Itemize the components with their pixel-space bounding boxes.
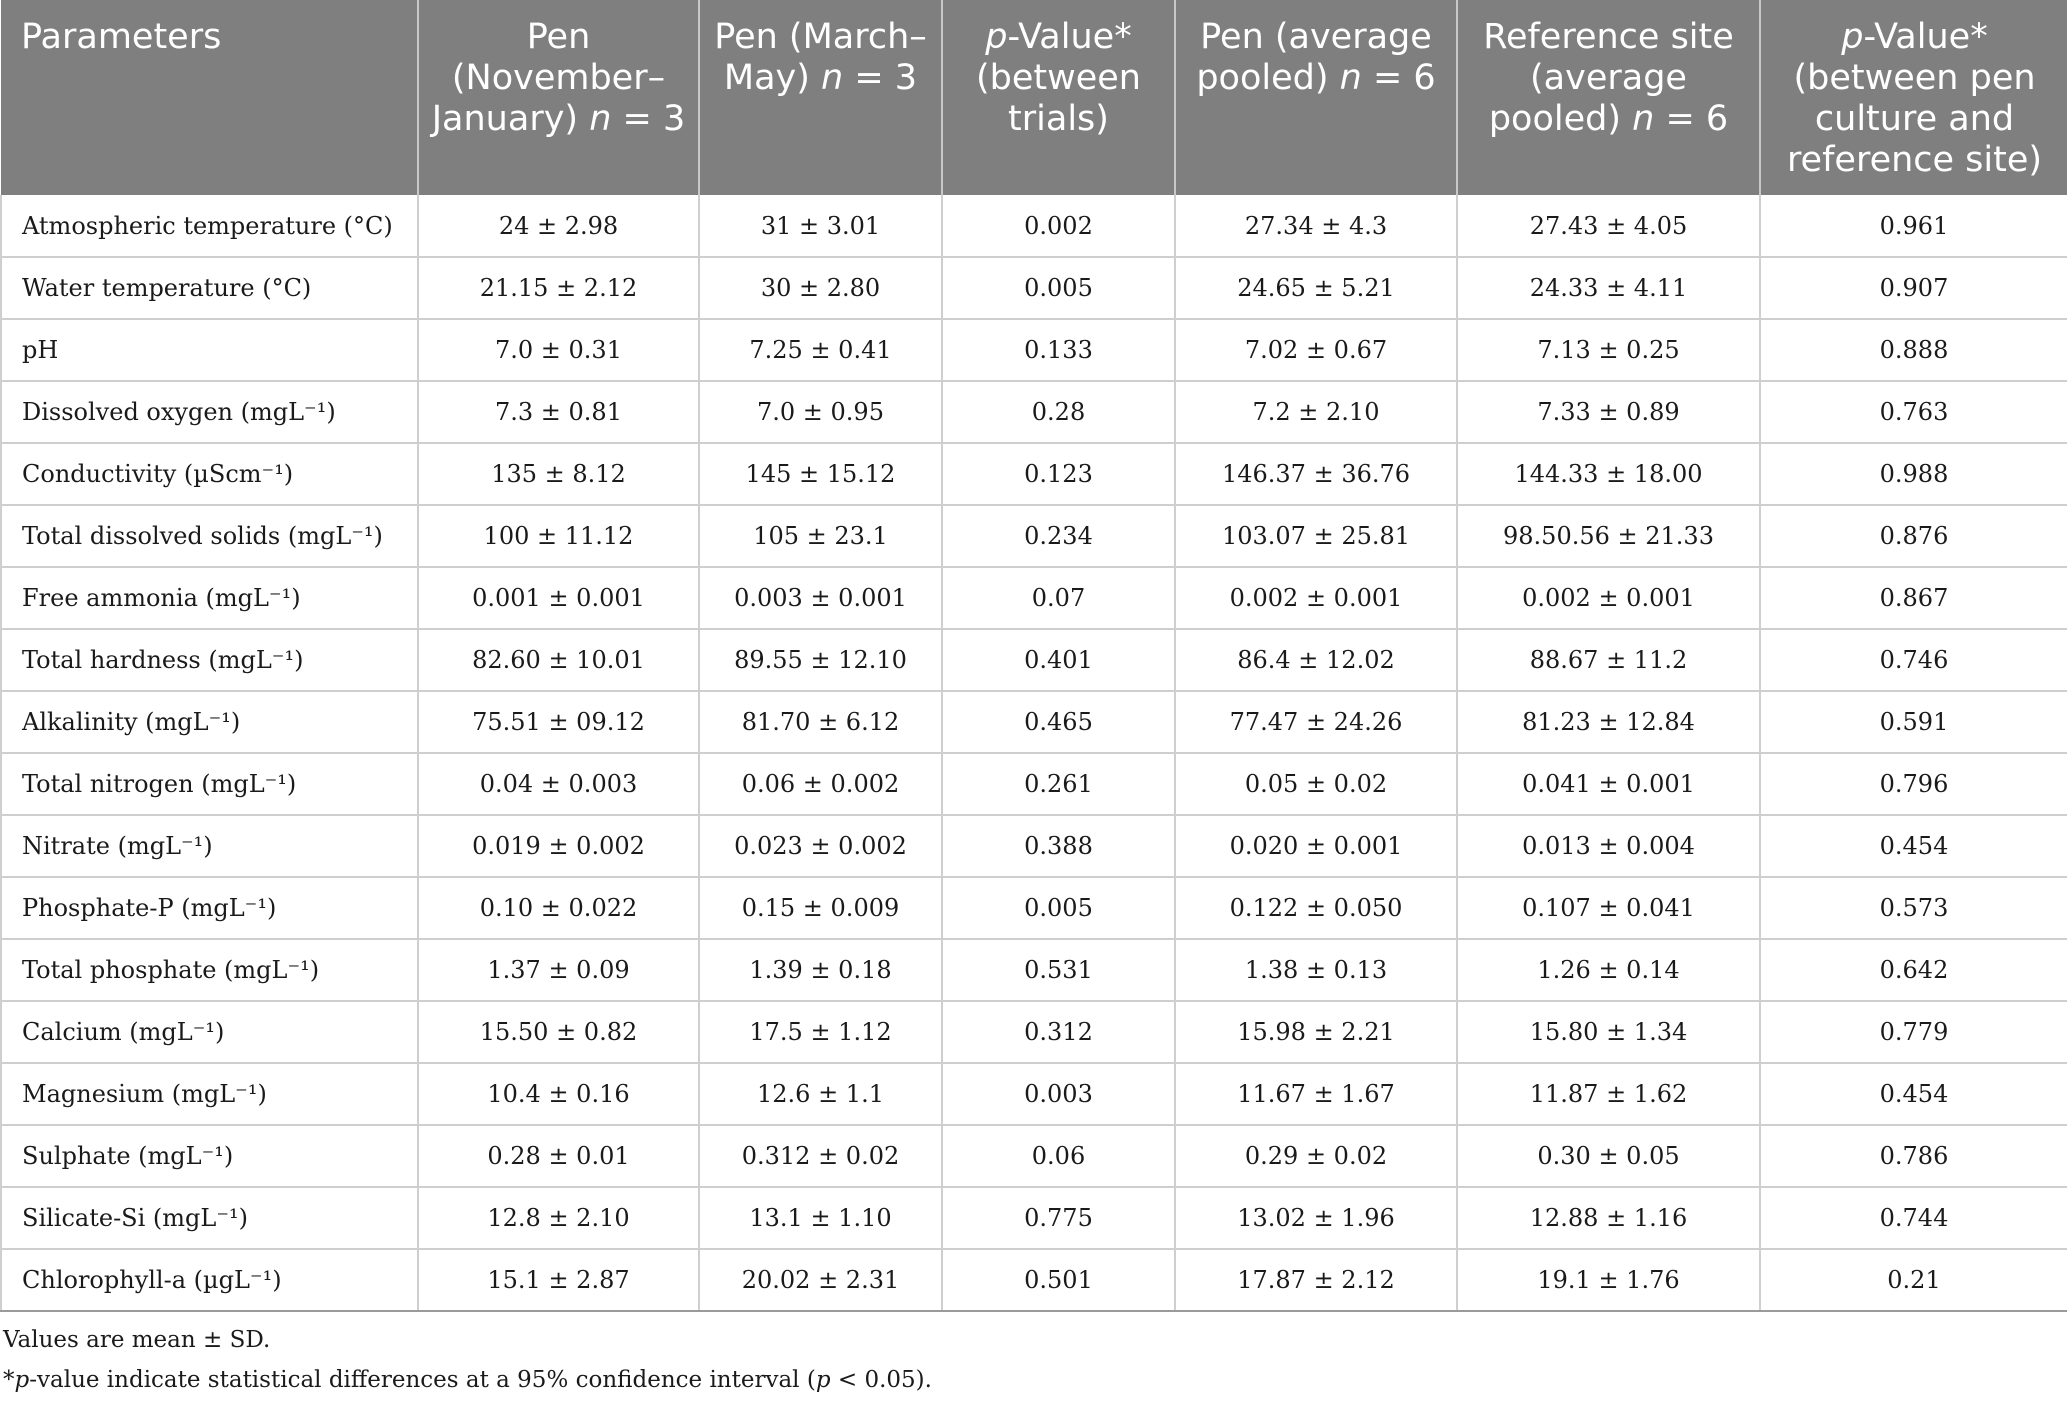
table-cell: 0.07 bbox=[942, 567, 1175, 629]
table-cell: 0.013 ± 0.004 bbox=[1457, 815, 1760, 877]
parameter-name: Free ammonia (mgL⁻¹) bbox=[1, 567, 418, 629]
table-cell: 0.454 bbox=[1760, 815, 2067, 877]
table-cell: 89.55 ± 12.10 bbox=[699, 629, 942, 691]
table-cell: 0.388 bbox=[942, 815, 1175, 877]
table-cell: 0.531 bbox=[942, 939, 1175, 1001]
table-cell: 0.05 ± 0.02 bbox=[1175, 753, 1457, 815]
column-header-3-part-0: p bbox=[985, 17, 1008, 57]
table-cell: 81.70 ± 6.12 bbox=[699, 691, 942, 753]
column-header-6-part-1: -Value* (between pen culture and reference site) bbox=[1786, 17, 2043, 180]
footnote-p: p bbox=[14, 1367, 30, 1393]
table-cell: 19.1 ± 1.76 bbox=[1457, 1249, 1760, 1311]
table-cell: 135 ± 8.12 bbox=[418, 443, 699, 505]
table-footnotes bbox=[0, 1320, 2067, 1400]
table-cell: 0.907 bbox=[1760, 257, 2067, 319]
parameter-name: Total phosphate (mgL⁻¹) bbox=[1, 939, 418, 1001]
table-cell: 7.33 ± 0.89 bbox=[1457, 381, 1760, 443]
parameter-name: Water temperature (°C) bbox=[1, 257, 418, 319]
column-header-4-part-2: = 6 bbox=[1361, 58, 1436, 98]
table-cell: 0.573 bbox=[1760, 877, 2067, 939]
table-cell: 100 ± 11.12 bbox=[418, 505, 699, 567]
table-cell: 0.786 bbox=[1760, 1125, 2067, 1187]
table-cell: 0.501 bbox=[942, 1249, 1175, 1311]
column-header-2-part-1: n bbox=[821, 58, 844, 98]
table-cell: 0.123 bbox=[942, 443, 1175, 505]
parameter-name: Nitrate (mgL⁻¹) bbox=[1, 815, 418, 877]
table-header bbox=[1, 0, 2067, 195]
table-cell: 0.454 bbox=[1760, 1063, 2067, 1125]
table-cell: 7.3 ± 0.81 bbox=[418, 381, 699, 443]
table-cell: 12.6 ± 1.1 bbox=[699, 1063, 942, 1125]
table-cell: 1.39 ± 0.18 bbox=[699, 939, 942, 1001]
table-cell: 0.21 bbox=[1760, 1249, 2067, 1311]
table-cell: 13.02 ± 1.96 bbox=[1175, 1187, 1457, 1249]
table-cell: 0.746 bbox=[1760, 629, 2067, 691]
parameter-name: Phosphate-P (mgL⁻¹) bbox=[1, 877, 418, 939]
footnote-star: * bbox=[3, 1367, 15, 1393]
table-cell: 0.763 bbox=[1760, 381, 2067, 443]
table-cell: 0.06 bbox=[942, 1125, 1175, 1187]
table-row bbox=[1, 1187, 2067, 1249]
table-cell: 77.47 ± 24.26 bbox=[1175, 691, 1457, 753]
table-cell: 7.0 ± 0.95 bbox=[699, 381, 942, 443]
column-header-1-part-0: Pen (November–January) bbox=[431, 17, 666, 139]
parameter-name: pH bbox=[1, 319, 418, 381]
table-cell: 0.04 ± 0.003 bbox=[418, 753, 699, 815]
table-cell: 24 ± 2.98 bbox=[418, 195, 699, 257]
table-cell: 0.642 bbox=[1760, 939, 2067, 1001]
table-cell: 0.002 ± 0.001 bbox=[1175, 567, 1457, 629]
table-cell: 105 ± 23.1 bbox=[699, 505, 942, 567]
table-cell: 0.005 bbox=[942, 257, 1175, 319]
table-cell: 146.37 ± 36.76 bbox=[1175, 443, 1457, 505]
column-header-1 bbox=[418, 0, 699, 195]
parameter-name: Total dissolved solids (mgL⁻¹) bbox=[1, 505, 418, 567]
table-row bbox=[1, 1063, 2067, 1125]
footnote-end: < 0.05). bbox=[830, 1367, 932, 1393]
column-header-6-part-0: p bbox=[1841, 17, 1864, 57]
table-cell: 0.591 bbox=[1760, 691, 2067, 753]
table-row bbox=[1, 505, 2067, 567]
table-cell: 12.88 ± 1.16 bbox=[1457, 1187, 1760, 1249]
table-row bbox=[1, 1125, 2067, 1187]
table-cell: 27.43 ± 4.05 bbox=[1457, 195, 1760, 257]
table-cell: 0.019 ± 0.002 bbox=[418, 815, 699, 877]
parameter-name: Atmospheric temperature (°C) bbox=[1, 195, 418, 257]
column-header-1-part-1: n bbox=[589, 99, 612, 139]
table-cell: 1.38 ± 0.13 bbox=[1175, 939, 1457, 1001]
table-cell: 0.261 bbox=[942, 753, 1175, 815]
table-cell: 7.02 ± 0.67 bbox=[1175, 319, 1457, 381]
column-header-5 bbox=[1457, 0, 1760, 195]
table-body bbox=[1, 195, 2067, 1311]
table-cell: 103.07 ± 25.81 bbox=[1175, 505, 1457, 567]
header-row bbox=[1, 0, 2067, 195]
table-cell: 0.003 ± 0.001 bbox=[699, 567, 942, 629]
parameter-name: Alkalinity (mgL⁻¹) bbox=[1, 691, 418, 753]
table-row bbox=[1, 939, 2067, 1001]
column-header-5-part-1: n bbox=[1632, 99, 1655, 139]
column-header-3 bbox=[942, 0, 1175, 195]
table-cell: 27.34 ± 4.3 bbox=[1175, 195, 1457, 257]
table-cell: 0.023 ± 0.002 bbox=[699, 815, 942, 877]
table-cell: 7.0 ± 0.31 bbox=[418, 319, 699, 381]
table-cell: 0.234 bbox=[942, 505, 1175, 567]
table-cell: 7.25 ± 0.41 bbox=[699, 319, 942, 381]
table-cell: 88.67 ± 11.2 bbox=[1457, 629, 1760, 691]
table-cell: 0.312 ± 0.02 bbox=[699, 1125, 942, 1187]
table-cell: 0.30 ± 0.05 bbox=[1457, 1125, 1760, 1187]
parameter-name: Total nitrogen (mgL⁻¹) bbox=[1, 753, 418, 815]
footnote-pvalue bbox=[0, 1360, 2067, 1400]
table-cell: 0.003 bbox=[942, 1063, 1175, 1125]
table-row bbox=[1, 815, 2067, 877]
table-cell: 11.87 ± 1.62 bbox=[1457, 1063, 1760, 1125]
table-cell: 0.888 bbox=[1760, 319, 2067, 381]
table-cell: 0.001 ± 0.001 bbox=[418, 567, 699, 629]
table-cell: 15.80 ± 1.34 bbox=[1457, 1001, 1760, 1063]
table-cell: 24.33 ± 4.11 bbox=[1457, 257, 1760, 319]
column-header-4-part-0: Pen (average pooled) bbox=[1196, 17, 1432, 98]
table-cell: 0.020 ± 0.001 bbox=[1175, 815, 1457, 877]
table-cell: 7.13 ± 0.25 bbox=[1457, 319, 1760, 381]
table-cell: 98.50.56 ± 21.33 bbox=[1457, 505, 1760, 567]
table-cell: 15.50 ± 0.82 bbox=[418, 1001, 699, 1063]
table-row bbox=[1, 567, 2067, 629]
parameter-name: Total hardness (mgL⁻¹) bbox=[1, 629, 418, 691]
table-cell: 15.98 ± 2.21 bbox=[1175, 1001, 1457, 1063]
table-row bbox=[1, 443, 2067, 505]
table-cell: 75.51 ± 09.12 bbox=[418, 691, 699, 753]
table-cell: 0.775 bbox=[942, 1187, 1175, 1249]
table-cell: 0.002 ± 0.001 bbox=[1457, 567, 1760, 629]
table-cell: 24.65 ± 5.21 bbox=[1175, 257, 1457, 319]
table-cell: 15.1 ± 2.87 bbox=[418, 1249, 699, 1311]
table-row bbox=[1, 381, 2067, 443]
column-header-0 bbox=[1, 0, 418, 195]
parameter-name: Conductivity (µScm⁻¹) bbox=[1, 443, 418, 505]
table-cell: 20.02 ± 2.31 bbox=[699, 1249, 942, 1311]
table-cell: 30 ± 2.80 bbox=[699, 257, 942, 319]
table-row bbox=[1, 877, 2067, 939]
table-cell: 0.15 ± 0.009 bbox=[699, 877, 942, 939]
table-cell: 0.28 bbox=[942, 381, 1175, 443]
table-cell: 0.133 bbox=[942, 319, 1175, 381]
table-row bbox=[1, 1001, 2067, 1063]
footnote-values: Values are mean ± SD. bbox=[3, 1327, 271, 1353]
table-cell: 0.002 bbox=[942, 195, 1175, 257]
table-cell: 1.26 ± 0.14 bbox=[1457, 939, 1760, 1001]
table-cell: 145 ± 15.12 bbox=[699, 443, 942, 505]
parameter-name: Silicate-Si (mgL⁻¹) bbox=[1, 1187, 418, 1249]
table-cell: 0.29 ± 0.02 bbox=[1175, 1125, 1457, 1187]
table-cell: 0.961 bbox=[1760, 195, 2067, 257]
table-cell: 0.876 bbox=[1760, 505, 2067, 567]
table-row bbox=[1, 691, 2067, 753]
table-cell: 17.87 ± 2.12 bbox=[1175, 1249, 1457, 1311]
table-row bbox=[1, 629, 2067, 691]
table-cell: 0.465 bbox=[942, 691, 1175, 753]
column-header-2 bbox=[699, 0, 942, 195]
column-header-5-part-2: = 6 bbox=[1654, 99, 1729, 139]
table-row bbox=[1, 195, 2067, 257]
table-row bbox=[1, 319, 2067, 381]
column-header-6 bbox=[1760, 0, 2067, 195]
table-cell: 0.005 bbox=[942, 877, 1175, 939]
table-row bbox=[1, 753, 2067, 815]
parameter-name: Chlorophyll-a (µgL⁻¹) bbox=[1, 1249, 418, 1311]
table-cell: 1.37 ± 0.09 bbox=[418, 939, 699, 1001]
table-cell: 82.60 ± 10.01 bbox=[418, 629, 699, 691]
table-cell: 0.401 bbox=[942, 629, 1175, 691]
column-header-2-part-2: = 3 bbox=[843, 58, 918, 98]
footnote-text: -value indicate statistical differences at a 95% confidence interval ( bbox=[29, 1367, 816, 1393]
table-cell: 12.8 ± 2.10 bbox=[418, 1187, 699, 1249]
column-header-2-part-0: Pen (March–May) bbox=[714, 17, 927, 98]
table-cell: 7.2 ± 2.10 bbox=[1175, 381, 1457, 443]
table-cell: 0.10 ± 0.022 bbox=[418, 877, 699, 939]
column-header-0-part-0: Parameters bbox=[21, 17, 222, 57]
table-cell: 11.67 ± 1.67 bbox=[1175, 1063, 1457, 1125]
table-cell: 144.33 ± 18.00 bbox=[1457, 443, 1760, 505]
column-header-1-part-2: = 3 bbox=[611, 99, 686, 139]
parameter-name: Magnesium (mgL⁻¹) bbox=[1, 1063, 418, 1125]
table-row bbox=[1, 257, 2067, 319]
table-cell: 0.107 ± 0.041 bbox=[1457, 877, 1760, 939]
table-cell: 0.312 bbox=[942, 1001, 1175, 1063]
table-cell: 0.779 bbox=[1760, 1001, 2067, 1063]
column-header-3-part-1: -Value* (between trials) bbox=[975, 17, 1141, 139]
table-cell: 86.4 ± 12.02 bbox=[1175, 629, 1457, 691]
parameter-name: Sulphate (mgL⁻¹) bbox=[1, 1125, 418, 1187]
table-cell: 0.796 bbox=[1760, 753, 2067, 815]
table-cell: 21.15 ± 2.12 bbox=[418, 257, 699, 319]
table-cell: 0.28 ± 0.01 bbox=[418, 1125, 699, 1187]
table-row bbox=[1, 1249, 2067, 1311]
table-cell: 31 ± 3.01 bbox=[699, 195, 942, 257]
table-cell: 13.1 ± 1.10 bbox=[699, 1187, 942, 1249]
footnote-p2: p bbox=[815, 1367, 831, 1393]
table-cell: 81.23 ± 12.84 bbox=[1457, 691, 1760, 753]
parameter-name: Dissolved oxygen (mgL⁻¹) bbox=[1, 381, 418, 443]
table-cell: 0.988 bbox=[1760, 443, 2067, 505]
table-cell: 17.5 ± 1.12 bbox=[699, 1001, 942, 1063]
table-cell: 0.041 ± 0.001 bbox=[1457, 753, 1760, 815]
parameter-name: Calcium (mgL⁻¹) bbox=[1, 1001, 418, 1063]
table-cell: 10.4 ± 0.16 bbox=[418, 1063, 699, 1125]
table-cell: 0.867 bbox=[1760, 567, 2067, 629]
column-header-5-part-0: Reference site (average pooled) bbox=[1483, 17, 1734, 139]
table-cell: 0.122 ± 0.050 bbox=[1175, 877, 1457, 939]
column-header-4 bbox=[1175, 0, 1457, 195]
column-header-4-part-1: n bbox=[1339, 58, 1362, 98]
table-cell: 0.744 bbox=[1760, 1187, 2067, 1249]
table-cell: 0.06 ± 0.002 bbox=[699, 753, 942, 815]
